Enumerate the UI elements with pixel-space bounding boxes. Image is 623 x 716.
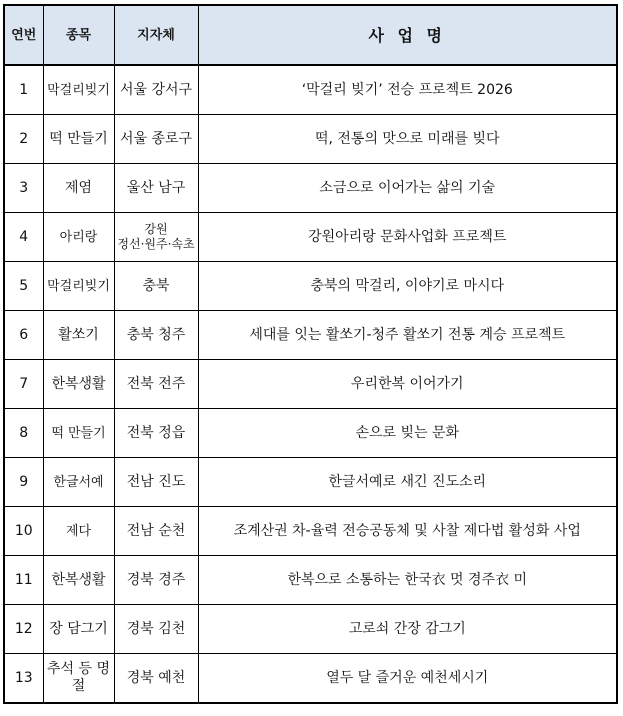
row-project: 조계산권 차-율력 전승공동체 및 사찰 제다법 활성화 사업: [198, 507, 617, 556]
table-row: [4, 65, 617, 115]
row-category: 추석 등 명절: [43, 654, 114, 704]
header-category: 종목: [43, 5, 114, 65]
row-region: 서울 종로구: [114, 115, 198, 164]
row-number: 8: [4, 409, 43, 458]
table-row: [4, 654, 617, 704]
row-region: 서울 강서구: [114, 65, 198, 115]
row-category: 한복생활: [43, 360, 114, 409]
row-category: 제염: [43, 164, 114, 213]
row-region: 충북: [114, 262, 198, 311]
row-number: 11: [4, 556, 43, 605]
row-category: 활쏘기: [43, 311, 114, 360]
row-category: 떡 만들기: [43, 409, 114, 458]
table-row: [4, 409, 617, 458]
row-number: 6: [4, 311, 43, 360]
row-number: 10: [4, 507, 43, 556]
table-row: [4, 556, 617, 605]
table-row: [4, 360, 617, 409]
table-row: [4, 213, 617, 262]
row-region: 전북 전주: [114, 360, 198, 409]
row-number: 9: [4, 458, 43, 507]
row-project: 세대를 잇는 활쏘기-청주 활쏘기 전통 계승 프로젝트: [198, 311, 617, 360]
row-category: 막걸리빚기: [43, 262, 114, 311]
row-number: 2: [4, 115, 43, 164]
row-region: 전남 순천: [114, 507, 198, 556]
row-project: 한복으로 소통하는 한국衣 멋 경주衣 미: [198, 556, 617, 605]
header-region: 지자체: [114, 5, 198, 65]
header-row: [4, 5, 617, 65]
row-category: 떡 만들기: [43, 115, 114, 164]
row-category: 한글서예: [43, 458, 114, 507]
table-row: [4, 458, 617, 507]
row-project: 열두 달 즐거운 예천세시기: [198, 654, 617, 704]
row-region: 전북 정읍: [114, 409, 198, 458]
table-row: [4, 507, 617, 556]
row-project: ‘막걸리 빚기’ 전승 프로젝트 2026: [198, 65, 617, 115]
row-category: 장 담그기: [43, 605, 114, 654]
row-region: 강원 정선·원주·속초: [114, 213, 198, 262]
table-row: [4, 605, 617, 654]
row-region: 울산 남구: [114, 164, 198, 213]
row-project: 고로쇠 간장 감그기: [198, 605, 617, 654]
header-project: 사 업 명: [198, 5, 617, 65]
row-project: 손으로 빚는 문화: [198, 409, 617, 458]
row-project: 우리한복 이어가기: [198, 360, 617, 409]
row-region: 충북 청주: [114, 311, 198, 360]
table-row: [4, 262, 617, 311]
row-project: 떡, 전통의 맛으로 미래를 빚다: [198, 115, 617, 164]
row-region: 경북 김천: [114, 605, 198, 654]
table-row: [4, 115, 617, 164]
row-project: 소금으로 이어가는 삶의 기술: [198, 164, 617, 213]
row-category: 한복생활: [43, 556, 114, 605]
row-project: 한글서예로 새긴 진도소리: [198, 458, 617, 507]
row-project: 충북의 막걸리, 이야기로 마시다: [198, 262, 617, 311]
row-category: 막걸리빚기: [43, 65, 114, 115]
row-region: 경북 예천: [114, 654, 198, 704]
row-number: 13: [4, 654, 43, 704]
row-number: 4: [4, 213, 43, 262]
header-no: 연번: [4, 5, 43, 65]
row-region: 경북 경주: [114, 556, 198, 605]
row-category: 아리랑: [43, 213, 114, 262]
table-row: [4, 164, 617, 213]
project-table: [3, 4, 618, 704]
row-number: 1: [4, 65, 43, 115]
row-region: 전남 진도: [114, 458, 198, 507]
row-project: 강원아리랑 문화사업화 프로젝트: [198, 213, 617, 262]
row-number: 3: [4, 164, 43, 213]
row-number: 7: [4, 360, 43, 409]
row-category: 제다: [43, 507, 114, 556]
row-number: 12: [4, 605, 43, 654]
table-row: [4, 311, 617, 360]
row-number: 5: [4, 262, 43, 311]
